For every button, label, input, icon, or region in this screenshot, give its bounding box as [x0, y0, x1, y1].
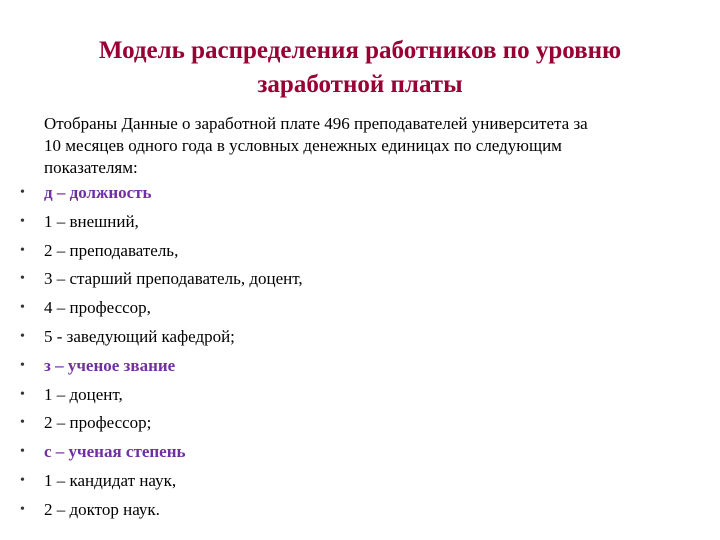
list-item-text: 3 – старший преподаватель, доцент,	[44, 269, 303, 289]
bullet-icon: •	[20, 271, 25, 287]
bullet-icon: •	[20, 415, 25, 431]
list-item-text: 1 – доцент,	[44, 384, 123, 404]
list-item	[20, 381, 710, 410]
slide-title	[40, 34, 680, 102]
bullet-icon: •	[20, 242, 25, 258]
list-item-text: 1 – кандидат наук,	[44, 470, 177, 490]
bullet-icon: •	[20, 213, 25, 229]
bullet-icon: •	[20, 357, 25, 373]
list-item-text: з – ученое звание	[44, 355, 176, 375]
list-item	[20, 208, 710, 237]
intro-line-2: 10 месяцев одного года в условных денежных единицах по следующим	[44, 136, 562, 155]
bullet-icon: •	[20, 300, 25, 316]
list-item	[20, 294, 710, 323]
list-item-text: 2 – профессор;	[44, 413, 152, 433]
list-heading-item	[20, 352, 710, 381]
list-item	[20, 409, 710, 438]
list-item	[20, 323, 710, 352]
list-heading-item	[20, 438, 710, 467]
bullet-icon: •	[20, 386, 25, 402]
list-item-text: 2 – преподаватель,	[44, 240, 179, 260]
bullet-icon: •	[20, 501, 25, 517]
list-item-text: 1 – внешний,	[44, 211, 139, 231]
intro-paragraph	[44, 113, 710, 179]
list-item	[20, 496, 710, 525]
list-item-text: 5 - заведующий кафедрой;	[44, 326, 235, 346]
bullet-icon: •	[20, 472, 25, 488]
bullet-icon: •	[20, 328, 25, 344]
intro-line-3: показателям:	[44, 158, 138, 177]
bullet-list	[20, 179, 710, 525]
bullet-icon: •	[20, 185, 25, 200]
slide-content	[20, 113, 710, 525]
intro-line-1: Отобраны Данные о заработной плате 496 преподавателей университета за	[44, 114, 588, 133]
list-item-text: с – ученая степень	[44, 442, 186, 462]
list-heading-item	[20, 179, 710, 208]
list-item	[20, 237, 710, 266]
list-item	[20, 467, 710, 496]
list-item-text: 2 – доктор наук.	[44, 499, 160, 519]
slide-title-line-2: заработной платы	[257, 71, 463, 98]
slide-title-line-1: Модель распределения работников по уровню	[98, 37, 622, 64]
list-item-text: д – должность	[44, 183, 152, 202]
bullet-icon: •	[20, 444, 25, 460]
list-item-text: 4 – профессор,	[44, 298, 151, 318]
list-item	[20, 265, 710, 294]
